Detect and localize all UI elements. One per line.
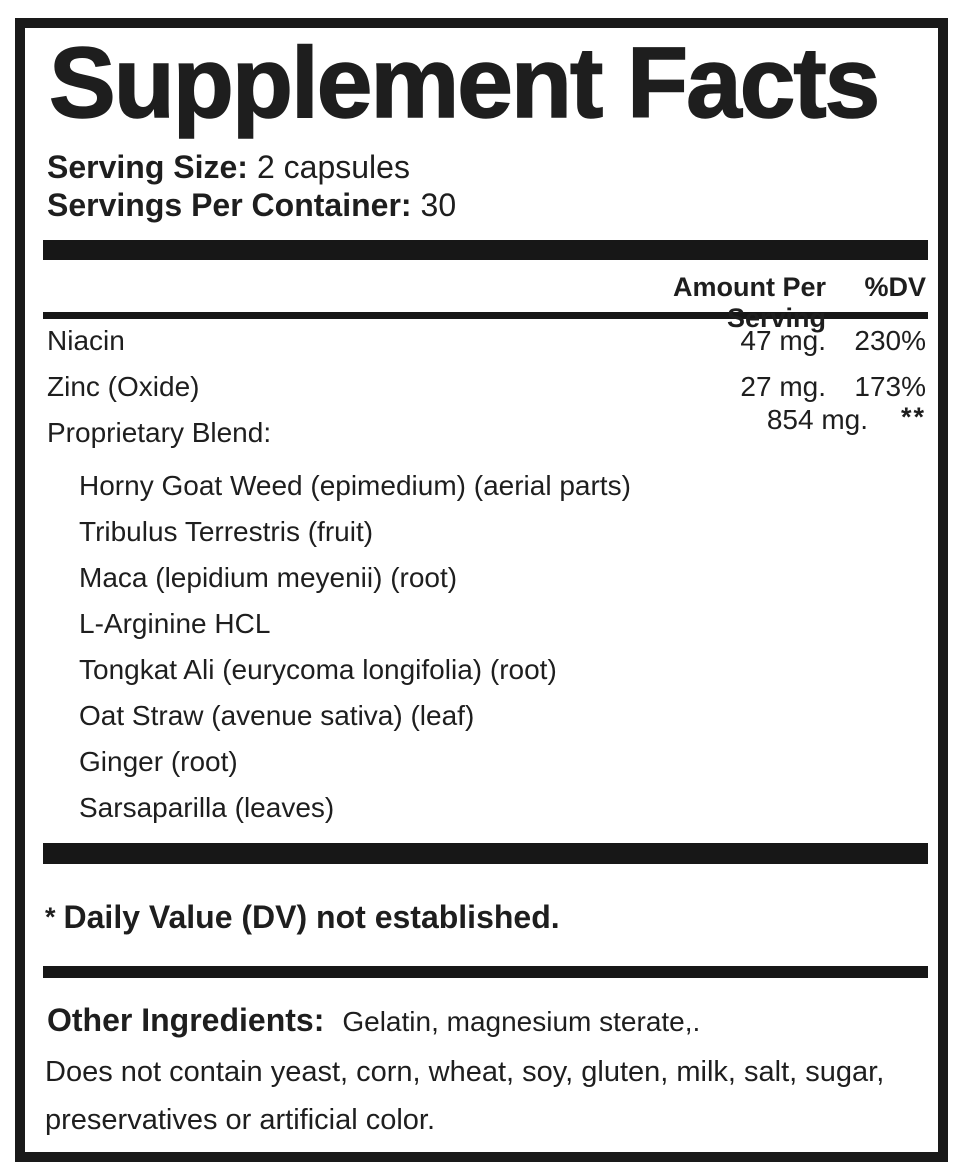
blend-ingredient-item: Tribulus Terrestris (fruit) [79,516,374,547]
dv-header: %DV [864,272,926,302]
other-ingredients-row [25,998,938,1044]
disclaimer-line: Does not contain yeast, corn, wheat, soy, gluten, milk, salt, sugar, [45,1056,885,1088]
nutrient-name: Zinc (Oxide) [47,371,200,402]
footnote-text: Daily Value (DV) not established. [63,899,560,935]
blend-ingredient-item: Tongkat Ali (eurycoma longifolia) (root) [79,654,557,685]
nutrient-amount: 47 mg. [740,325,826,356]
serving-size-label: Serving Size: [47,149,248,185]
nutrient-amount: 854 mg. [766,404,868,435]
daily-value-footnote [25,896,938,938]
other-ingredients-value: Gelatin, magnesium sterate,. [342,1006,701,1037]
amount-per-serving-header: Amount Per Serving [672,272,826,333]
separator-bar-bottom [43,966,928,978]
blend-ingredient-item: Sarsaparilla (leaves) [79,792,335,823]
separator-bar-middle [43,843,928,864]
separator-bar-top [43,240,928,260]
supplement-facts-label [15,18,948,1162]
serving-info [25,148,938,224]
footnote-asterisk: * [45,902,56,932]
servings-per-container-label: Servings Per Container: [47,187,412,223]
blend-ingredient-item: L-Arginine HCL [79,608,271,639]
nutrient-dv: 173% [854,371,926,402]
servings-per-container-value: 30 [420,187,457,223]
nutrient-row-proprietary-blend [25,402,938,463]
nutrient-name: Niacin [47,325,125,356]
blend-ingredient-item: Horny Goat Weed (epimedium) (aerial parts) [79,470,631,501]
blend-ingredient-item: Oat Straw (avenue sativa) (leaf) [79,700,475,731]
nutrient-row-niacin [25,325,938,371]
nutrient-dv: ** [900,402,926,432]
disclaimer-line: preservatives or artificial color. [45,1104,436,1136]
serving-size-value: 2 capsules [256,149,410,185]
blend-ingredient-item: Maca (lepidium meyenii) (root) [79,562,458,593]
blend-ingredient-item: Ginger (root) [79,746,238,777]
nutrient-name: Proprietary Blend: [47,417,272,448]
nutrient-dv: 230% [854,325,926,356]
label-title: Supplement Facts [49,27,879,139]
disclaimer-text [25,1048,938,1144]
nutrient-amount: 27 mg. [740,371,826,402]
servings-per-container-row [47,186,938,224]
other-ingredients-label: Other Ingredients: [47,1002,325,1038]
serving-size-row [47,148,938,186]
column-header-row [25,272,938,333]
nutrient-table [25,325,938,831]
